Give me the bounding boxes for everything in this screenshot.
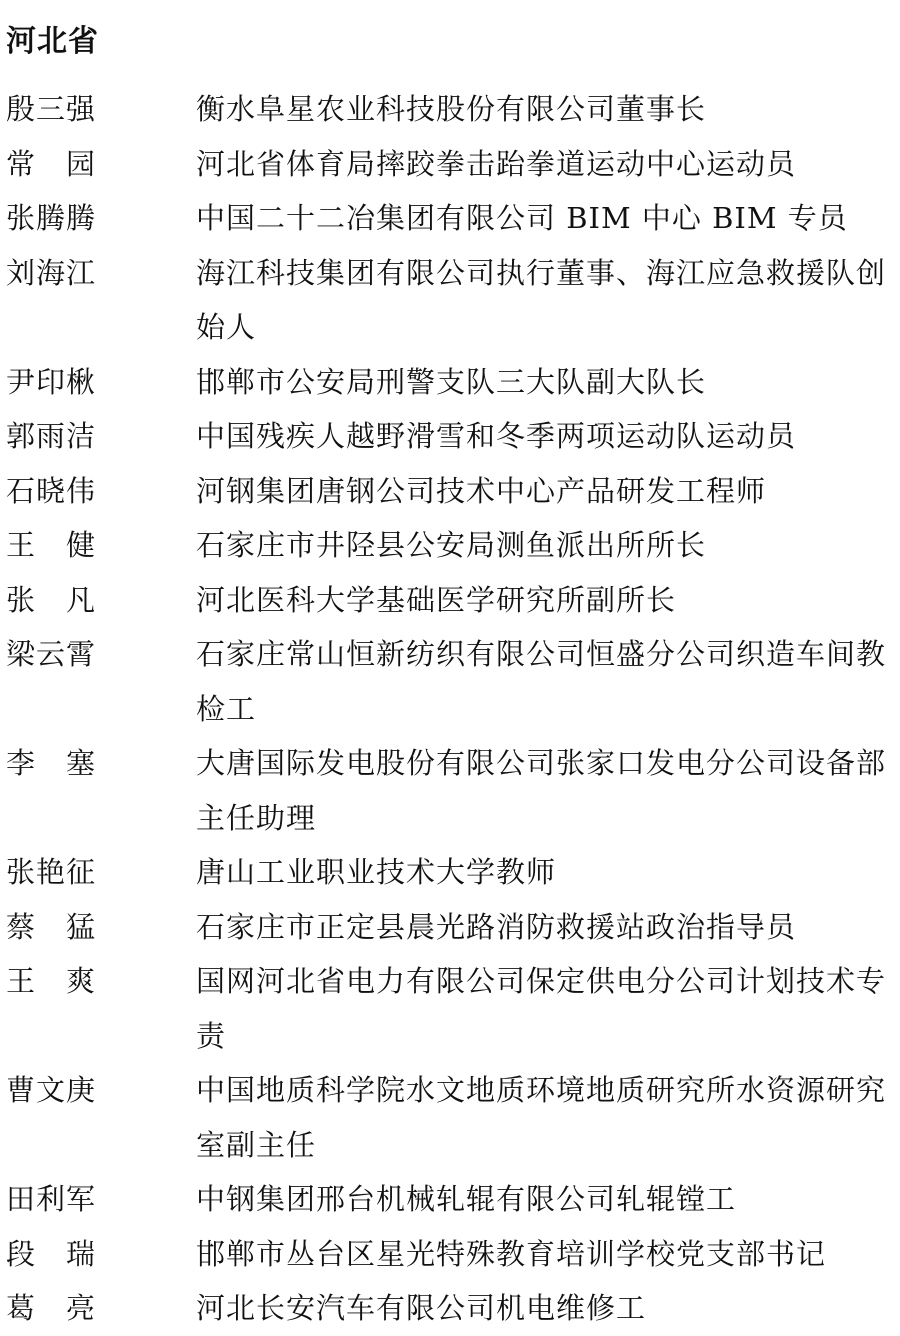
person-name: 张艳征 <box>6 855 97 889</box>
person-title: 中钢集团邢台机械轧辊有限公司轧辊镗工 <box>196 1182 737 1216</box>
list-item <box>0 573 900 628</box>
list-item <box>0 736 900 845</box>
list-item <box>0 845 900 900</box>
list-item <box>0 137 900 192</box>
person-name: 殷三强 <box>6 92 97 126</box>
person-name: 石晓伟 <box>6 473 97 508</box>
person-title: 衡水阜星农业科技股份有限公司董事长 <box>196 92 707 126</box>
list-item <box>0 518 900 573</box>
list-item <box>0 246 900 355</box>
person-title: 石家庄市井陉县公安局测鱼派出所所长 <box>196 528 707 562</box>
province-heading: 河北省 <box>6 24 99 59</box>
list-item <box>0 1227 900 1282</box>
list-item <box>0 1172 900 1227</box>
person-title: 中国残疾人越野滑雪和冬季两项运动队运动员 <box>196 419 797 453</box>
person-title: 石家庄市正定县晨光路消防救援站政治指导员 <box>196 909 797 944</box>
person-title: 邯郸市公安局刑警支队三大队副大队长 <box>196 364 707 399</box>
list-item <box>0 627 900 736</box>
person-title: 邯郸市丛台区星光特殊教育培训学校党支部书记 <box>196 1236 827 1271</box>
list-item <box>0 464 900 519</box>
list-item <box>0 409 900 464</box>
person-title: 河北省体育局摔跤拳击跆拳道运动中心运动员 <box>196 146 797 181</box>
person-name: 曹文庚 <box>6 1073 97 1107</box>
list-item <box>0 954 900 1063</box>
person-name: 张 凡 <box>6 582 97 617</box>
person-title: 河钢集团唐钢公司技术中心产品研发工程师 <box>196 473 767 508</box>
person-title: 石家庄常山恒新纺织有限公司恒盛分公司织造车间教检工 <box>196 637 887 726</box>
person-name: 梁云霄 <box>6 637 97 671</box>
list-item <box>0 191 900 246</box>
person-name: 郭雨洁 <box>6 419 97 453</box>
list-item <box>0 1281 900 1336</box>
list-item <box>0 900 900 955</box>
person-name: 尹印楸 <box>6 364 97 399</box>
person-title: 唐山工业职业技术大学教师 <box>196 855 557 889</box>
person-name: 蔡 猛 <box>6 909 97 944</box>
person-name: 王 爽 <box>6 964 97 998</box>
person-title: 河北医科大学基础医学研究所副所长 <box>196 582 677 617</box>
person-title: 中国地质科学院水文地质环境地质研究所水资源研究室副主任 <box>196 1073 887 1162</box>
person-name: 王 健 <box>6 528 97 562</box>
person-name: 田利军 <box>6 1182 97 1216</box>
person-name: 段 瑞 <box>6 1236 97 1271</box>
person-name: 张腾腾 <box>6 201 97 235</box>
person-name: 葛 亮 <box>6 1291 97 1325</box>
person-title: 海江科技集团有限公司执行董事、海江应急救援队创始人 <box>196 255 887 344</box>
person-title: 大唐国际发电股份有限公司张家口发电分公司设备部主任助理 <box>196 746 887 835</box>
honoree-list <box>0 82 900 1336</box>
list-item <box>0 355 900 410</box>
list-item <box>0 82 900 137</box>
person-name: 常 园 <box>6 146 97 181</box>
person-name: 李 塞 <box>6 746 97 780</box>
person-title: 中国二十二冶集团有限公司 BIM 中心 BIM 专员 <box>196 201 848 235</box>
list-item <box>0 1063 900 1172</box>
person-title: 国网河北省电力有限公司保定供电分公司计划技术专责 <box>196 964 887 1053</box>
person-title: 河北长安汽车有限公司机电维修工 <box>196 1291 647 1325</box>
person-name: 刘海江 <box>6 255 97 290</box>
